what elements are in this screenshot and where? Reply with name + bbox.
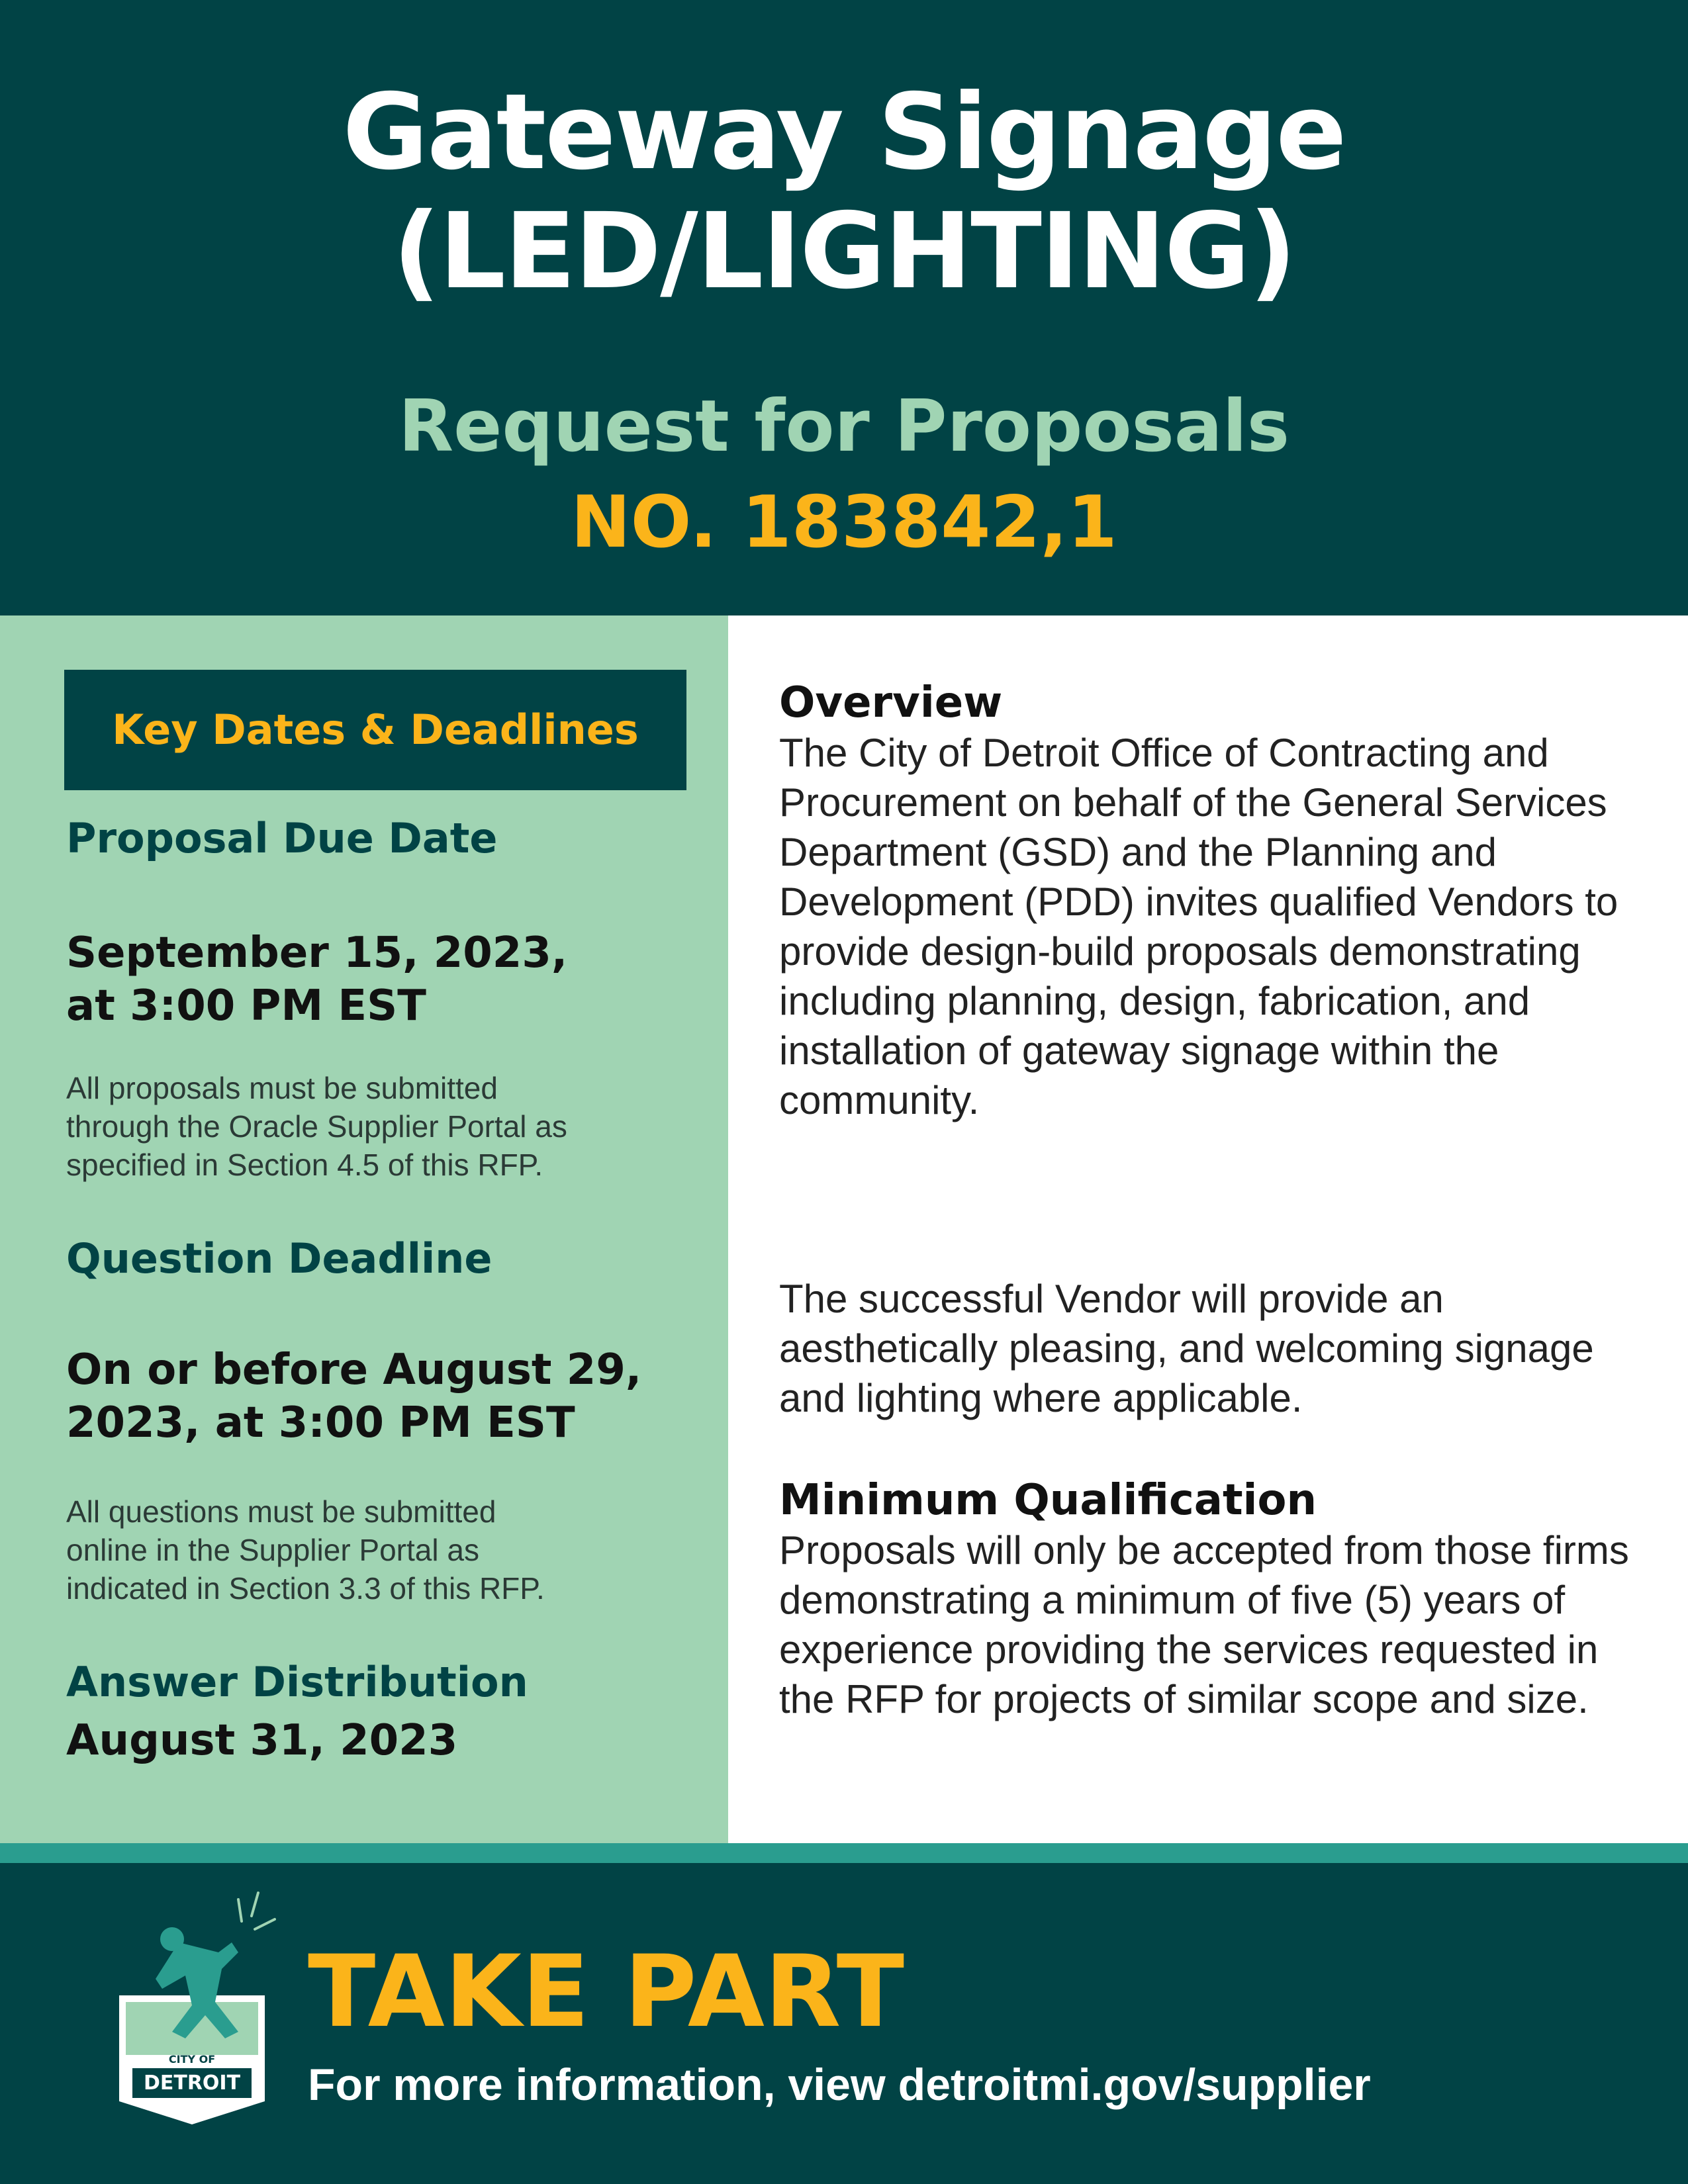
proposal-due-note-line-2: through the Oracle Supplier Portal as	[66, 1109, 567, 1144]
city-of-detroit-logo	[106, 1889, 278, 2128]
logo-city-of: CITY OF	[168, 2053, 216, 2066]
question-deadline-note-line-2: online in the Supplier Portal as	[66, 1533, 479, 1567]
overview-paragraph-1: The City of Detroit Office of Contracting and Procurement on behalf of the General Services Department (GSD) and the Planning and Development (PDD) invites qualified Vendors to provide design-build proposals demonstrating including planning, design, fabrication, and installation of gateway signage within the community.	[779, 731, 1618, 1122]
page-title	[0, 73, 1688, 311]
answer-distribution-date: August 31, 2023	[66, 1716, 458, 1765]
minimum-qualification-heading: Minimum Qualification	[779, 1476, 1317, 1525]
answer-distribution-heading: Answer Distribution	[66, 1658, 528, 1706]
question-deadline-date	[66, 1343, 641, 1449]
overview-panel	[728, 615, 1688, 1843]
proposal-due-note-line-1: All proposals must be submitted	[66, 1071, 498, 1105]
proposal-due-date-line-2: at 3:00 PM EST	[66, 981, 426, 1030]
proposal-due-heading: Proposal Due Date	[66, 814, 498, 862]
more-info-link[interactable]: For more information, view detroitmi.gov/supplier	[308, 2060, 1371, 2110]
header-banner	[0, 0, 1688, 615]
title-line-2: (LED/LIGHTING)	[393, 191, 1295, 312]
proposal-due-note-line-3: specified in Section 4.5 of this RFP.	[66, 1148, 543, 1182]
proposal-due-date-line-1: September 15, 2023,	[66, 929, 568, 978]
overview-paragraph-2: The successful Vendor will provide an aesthetically pleasing, and welcoming signage and lighting where applicable.	[779, 1277, 1594, 1420]
question-deadline-note-line-1: All questions must be submitted	[66, 1494, 496, 1529]
question-deadline-heading: Question Deadline	[66, 1234, 492, 1283]
question-deadline-note	[66, 1492, 702, 1608]
divider-strip	[0, 1843, 1688, 1863]
question-deadline-note-line-3: indicated in Section 3.3 of this RFP.	[66, 1571, 545, 1606]
rfp-number: NO. 183842,1	[571, 481, 1117, 564]
overview-heading: Overview	[779, 678, 1003, 727]
rfp-label: Request for Proposals	[399, 385, 1289, 468]
take-part-heading: TAKE PART	[308, 1934, 905, 2050]
proposal-due-note	[66, 1069, 702, 1184]
proposal-due-date	[66, 927, 567, 1032]
title-line-1: Gateway Signage	[342, 71, 1346, 193]
logo-detroit: DETROIT	[143, 2071, 241, 2095]
question-deadline-date-line-1: On or before August 29,	[66, 1345, 642, 1394]
minimum-qualification-paragraph: Proposals will only be accepted from those firms demonstrating a minimum of five (5) years of experience providing the services requested in the RFP for projects of similar scope and size.	[779, 1528, 1629, 1721]
question-deadline-date-line-2: 2023, at 3:00 PM EST	[66, 1398, 575, 1447]
footer-banner	[0, 1863, 1688, 2184]
key-dates-panel	[0, 615, 728, 1843]
key-dates-label: Key Dates & Deadlines	[64, 670, 686, 790]
